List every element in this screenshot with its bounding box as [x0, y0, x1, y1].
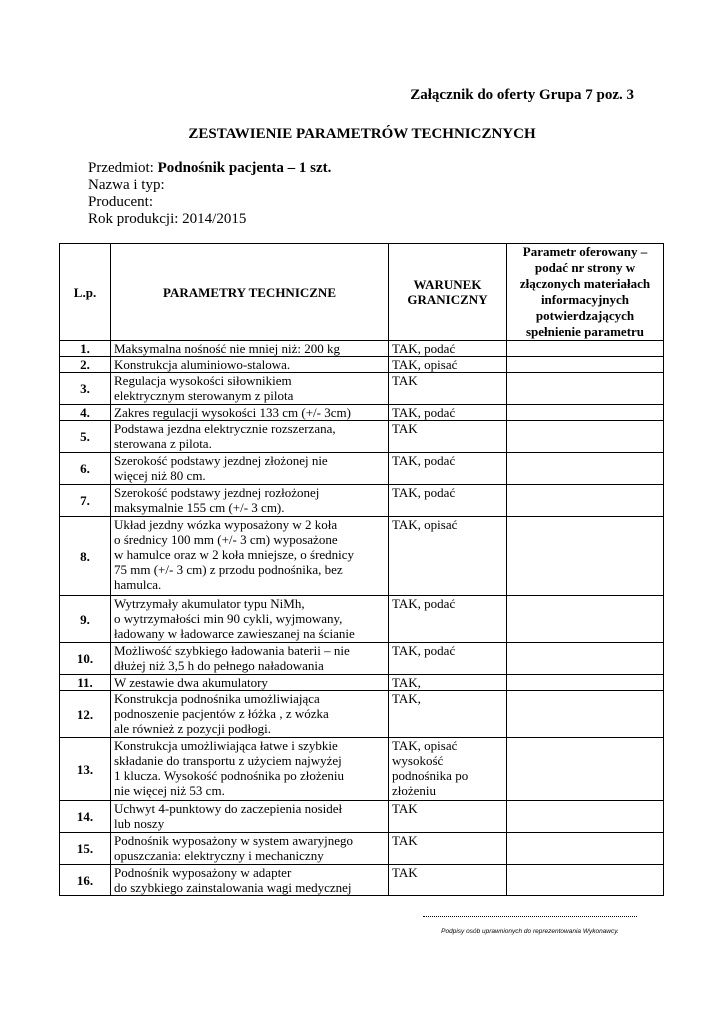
row-number: 10. — [60, 643, 111, 675]
row-offered-value — [507, 357, 664, 373]
row-condition: TAK — [389, 421, 507, 453]
row-condition: TAK, podać — [389, 453, 507, 485]
name-type-line: Nazwa i typ: — [88, 177, 165, 193]
row-parameter: Wytrzymały akumulator typu NiMh, o wytrzymałości min 90 cykli, wyjmowany, ładowany w ładowarce zawieszanej na ścianie — [111, 596, 389, 643]
row-condition: TAK, podać — [389, 643, 507, 675]
row-condition: TAK, podać — [389, 485, 507, 517]
table-row — [60, 691, 664, 738]
row-number: 11. — [60, 675, 111, 691]
row-number: 1. — [60, 341, 111, 357]
row-offered-value — [507, 691, 664, 738]
row-parameter: Regulacja wysokości siłownikiem elektrycznym sterowanym z pilota — [111, 373, 389, 405]
table-row — [60, 865, 664, 896]
row-offered-value — [507, 517, 664, 596]
header-lp: L.p. — [60, 244, 111, 341]
annex-header: Załącznik do oferty Grupa 7 poz. 3 — [410, 87, 634, 103]
row-offered-value — [507, 421, 664, 453]
row-offered-value — [507, 833, 664, 865]
row-number: 2. — [60, 357, 111, 373]
row-parameter: Podnośnik wyposażony w system awaryjnego opuszczania: elektryczny i mechaniczny — [111, 833, 389, 865]
row-parameter: Możliwość szybkiego ładowania baterii – nie dłużej niż 3,5 h do pełnego naładowania — [111, 643, 389, 675]
row-offered-value — [507, 373, 664, 405]
row-condition: TAK — [389, 865, 507, 896]
table-row — [60, 738, 664, 801]
row-offered-value — [507, 405, 664, 421]
table-row — [60, 421, 664, 453]
row-parameter: Szerokość podstawy jezdnej złożonej nie więcej niż 80 cm. — [111, 453, 389, 485]
subject-label: Przedmiot: — [88, 160, 158, 176]
row-number: 6. — [60, 453, 111, 485]
row-parameter: Zakres regulacji wysokości 133 cm (+/- 3cm) — [111, 405, 389, 421]
row-number: 5. — [60, 421, 111, 453]
table-row — [60, 675, 664, 691]
row-parameter: Uchwyt 4-punktowy do zaczepienia nosideł lub noszy — [111, 801, 389, 833]
row-condition: TAK, podać — [389, 596, 507, 643]
header-params: PARAMETRY TECHNICZNE — [111, 244, 389, 341]
year-line: Rok produkcji: 2014/2015 — [88, 211, 247, 227]
row-condition: TAK, opisać wysokość podnośnika po złożeniu — [389, 738, 507, 801]
row-condition: TAK — [389, 801, 507, 833]
header-offered: Parametr oferowany – podać nr strony w złączonych materiałach informacyjnych potwierdzających spełnienie parametru — [507, 244, 664, 341]
row-parameter: Maksymalna nośność nie mniej niż: 200 kg — [111, 341, 389, 357]
row-offered-value — [507, 738, 664, 801]
table-row — [60, 357, 664, 373]
row-condition: TAK, — [389, 691, 507, 738]
row-offered-value — [507, 341, 664, 357]
producer-line: Producent: — [88, 194, 153, 210]
table-row — [60, 517, 664, 596]
row-condition: TAK, opisać — [389, 357, 507, 373]
row-condition: TAK, opisać — [389, 517, 507, 596]
row-parameter: Podstawa jezdna elektrycznie rozszerzana, sterowana z pilota. — [111, 421, 389, 453]
row-parameter: Podnośnik wyposażony w adapter do szybkiego zainstalowania wagi medycznej — [111, 865, 389, 896]
row-number: 3. — [60, 373, 111, 405]
row-offered-value — [507, 675, 664, 691]
row-offered-value — [507, 865, 664, 896]
table-row — [60, 801, 664, 833]
table-row — [60, 373, 664, 405]
row-number: 7. — [60, 485, 111, 517]
row-number: 8. — [60, 517, 111, 596]
row-number: 12. — [60, 691, 111, 738]
row-offered-value — [507, 453, 664, 485]
table-row — [60, 341, 664, 357]
row-parameter: Konstrukcja umożliwiająca łatwe i szybkie składanie do transportu z użyciem najwyżej 1 klucza. Wysokość podnośnika po złożeniu nie więcej niż 53 cm. — [111, 738, 389, 801]
row-condition: TAK — [389, 833, 507, 865]
row-parameter: Konstrukcja aluminiowo-stalowa. — [111, 357, 389, 373]
subject-value: Podnośnik pacjenta – 1 szt. — [157, 160, 332, 176]
header-condition: WARUNEK GRANICZNY — [389, 244, 507, 341]
signature-caption: Podpisy osób uprawnionych do reprezentowania Wykonawcy. — [441, 928, 619, 935]
row-parameter: W zestawie dwa akumulatory — [111, 675, 389, 691]
table-row — [60, 833, 664, 865]
table-row — [60, 643, 664, 675]
row-condition: TAK, podać — [389, 405, 507, 421]
row-parameter: Układ jezdny wózka wyposażony w 2 koła o średnicy 100 mm (+/- 3 cm) wyposażone w hamulce oraz w 2 koła mniejsze, o średnicy 75 mm (+/- 3 cm) z przodu podnośnika, bez hamulca. — [111, 517, 389, 596]
row-offered-value — [507, 801, 664, 833]
row-number: 14. — [60, 801, 111, 833]
parameters-table — [59, 243, 664, 896]
row-parameter: Konstrukcja podnośnika umożliwiająca podnoszenie pacjentów z łóżka , z wózka ale również z pozycji podłogi. — [111, 691, 389, 738]
table-row — [60, 405, 664, 421]
table-row — [60, 596, 664, 643]
row-parameter: Szerokość podstawy jezdnej rozłożonej maksymalnie 155 cm (+/- 3 cm). — [111, 485, 389, 517]
row-offered-value — [507, 643, 664, 675]
row-condition: TAK, podać — [389, 341, 507, 357]
row-offered-value — [507, 485, 664, 517]
row-number: 9. — [60, 596, 111, 643]
row-number: 15. — [60, 833, 111, 865]
table-row — [60, 485, 664, 517]
table-header-row — [60, 244, 664, 341]
row-offered-value — [507, 596, 664, 643]
row-number: 13. — [60, 738, 111, 801]
row-number: 4. — [60, 405, 111, 421]
subject-info — [88, 160, 331, 228]
row-condition: TAK, — [389, 675, 507, 691]
row-condition: TAK — [389, 373, 507, 405]
signature-line — [423, 916, 637, 917]
subject-line — [88, 160, 331, 177]
document-title: ZESTAWIENIE PARAMETRÓW TECHNICZNYCH — [188, 126, 536, 142]
row-number: 16. — [60, 865, 111, 896]
table-row — [60, 453, 664, 485]
